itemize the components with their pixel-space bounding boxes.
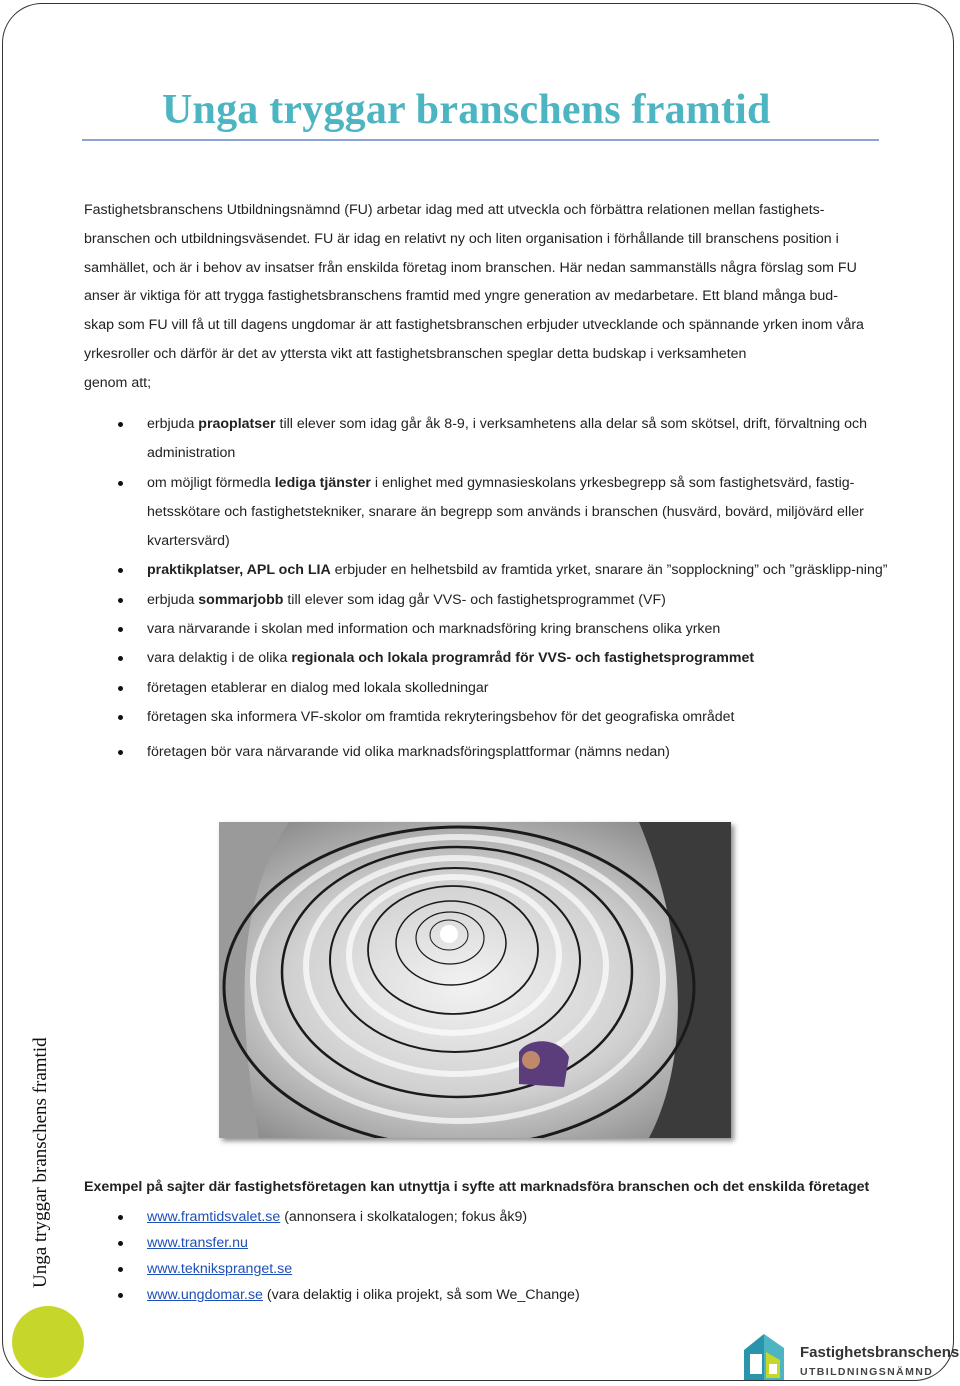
intro-line: samhället, och är i behov av insatser från enskilda företag inom branschen. Här nedan sammanställs några förslag som FU [84,259,857,276]
house-logo-icon [742,1330,792,1382]
suggestion-list [118,410,888,768]
title-underline [82,139,879,141]
link-framtidsvalet[interactable]: www.framtidsvalet.se [147,1209,281,1225]
bullet-text: vara delaktig i de olika [147,650,292,667]
bullet-text: i enlighet med gymnasieskolans yrkesbegrepp så som fastighetsvärd, fastig-hetsskötare och fastighetstekniker, snarare än begrepp som används i branschen (husvärd, bovärd, miljövärd eller kvartersvärd) [147,474,864,550]
decorative-green-circle [12,1306,84,1378]
intro-line: anser är viktiga för att trygga fastighetsbranschens framtid med yngre generation av medarbetare. Ett bland många bud- [84,288,838,305]
bullet-text: till elever som idag går VVS- och fastighetsprogrammet (VF) [283,591,666,608]
intro-line: skap som FU vill få ut till dagens ungdomar är att fastighetsbranschen erbjuder utvecklande och spännande yrken inom våra [84,317,864,334]
bullet-bold-text: regionala och lokala programråd för VVS- och fastighetsprogrammet [291,650,755,667]
list-item [118,410,888,469]
examples-heading: Exempel på sajter där fastighetsföretagen kan utnyttja i syfte att marknadsföra branschen och det enskilda företaget [84,1179,870,1195]
bullet-text: företagen etablerar en dialog med lokala skolledningar [147,679,489,696]
intro-paragraph [84,196,884,398]
website-list [118,1204,580,1308]
bullet-text: företagen ska informera VF-skolor om framtida rekryteringsbehov för det geografiska området [147,708,735,725]
link-note: (annonsera i skolkatalogen; fokus åk9) [280,1209,528,1225]
bullet-text: företagen bör vara närvarande vid olika marknadsföringsplattformar (nämns nedan) [147,744,670,761]
organization-logo [742,1330,960,1382]
bullet-text: vara närvarande i skolan med information och marknadsföring kring branschens olika yrken [147,621,721,638]
logo-subtitle: UTBILDNINGSNÄMND [800,1366,934,1378]
bullet-text: om möjligt förmedla [147,474,275,491]
link-transfer[interactable]: www.transfer.nu [147,1235,248,1251]
list-item [118,1256,580,1282]
link-note: (vara delaktig i olika projekt, så som We_Change) [262,1287,580,1303]
bullet-text: till elever som idag går åk 8-9, i verksamhetens alla delar så som skötsel, drift, förvaltning och administration [147,416,867,462]
list-item [118,703,888,732]
bullet-bold-text: sommarjobb [198,591,284,608]
list-item [118,586,888,615]
logo-name: Fastighetsbranschens [800,1344,960,1361]
list-item [118,1230,580,1256]
list-item [118,738,888,767]
bullet-text: erbjuda [147,416,199,432]
bullet-bold-text: praoplatser [198,416,276,432]
list-item [118,615,888,644]
bullet-bold-text: lediga tjänster [274,474,371,491]
list-item [118,556,888,585]
intro-line: branschen och utbildningsväsendet. FU är idag en relativt ny och liten organisation i förhållande till branschens position i [84,230,839,247]
link-teknikspranget[interactable]: www.teknikspranget.se [147,1261,293,1277]
intro-line: Fastighetsbranschens Utbildningsnämnd (FU) arbetar idag med att utveckla och förbättra relationen mellan fastighets- [84,202,825,218]
list-item [118,1282,580,1308]
list-item [118,674,888,703]
list-item [118,644,888,673]
side-title-vertical: Unga tryggar branschens framtid [30,1037,51,1288]
bullet-bold-text: praktikplatser, APL och LIA [147,562,331,579]
spiral-staircase-photo [219,822,731,1138]
page-title: Unga tryggar branschens framtid [162,87,771,133]
bullet-text: erbjuder en helhetsbild av framtida yrket, snarare än ”sopplockning” och ”gräsklipp-ning” [330,562,888,579]
list-item [118,469,888,557]
bullet-text: erbjuda [147,591,199,608]
intro-line: yrkesroller och därför är det av yttersta vikt att fastighetsbranschen speglar detta budskap i verksamheten [84,345,747,362]
list-item [118,1204,580,1230]
intro-line: genom att; [84,374,152,391]
link-ungdomar[interactable]: www.ungdomar.se [147,1287,263,1303]
